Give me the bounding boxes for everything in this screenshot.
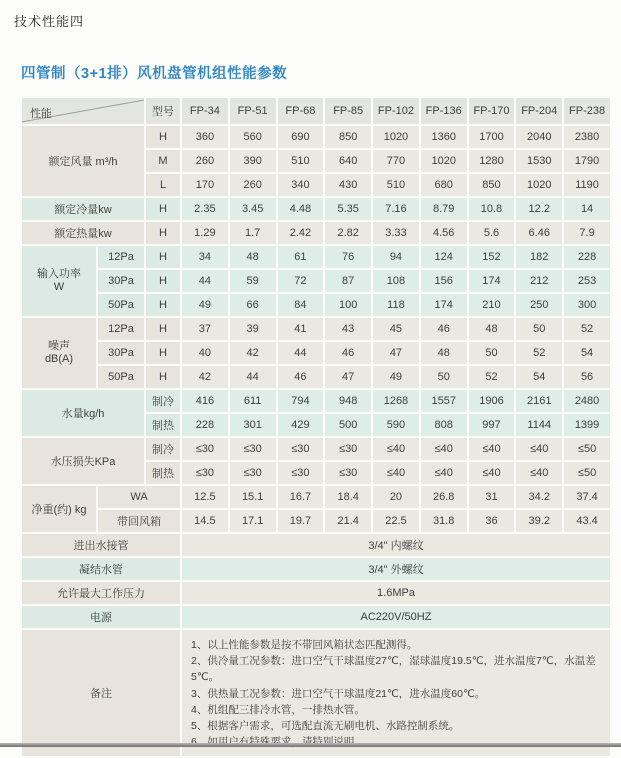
value-cell: 174	[421, 294, 467, 316]
value-cell: 14	[564, 198, 610, 220]
value-cell: 360	[182, 126, 228, 148]
section-label: 额定风量 m³/h	[22, 126, 144, 196]
value-cell: 1144	[516, 414, 562, 436]
doc-title: 技术性能四	[14, 14, 85, 29]
mode-label: H	[146, 246, 180, 268]
value-cell: 1360	[421, 126, 467, 148]
value-cell: ≤30	[325, 438, 371, 460]
value-cell: 50	[516, 318, 562, 340]
mode-label: H	[146, 342, 180, 364]
value-cell: 590	[373, 414, 419, 436]
value-cell: 430	[325, 174, 371, 196]
value-cell: 31	[469, 486, 515, 508]
value-cell: 39	[230, 318, 276, 340]
value-cell: 37	[182, 318, 228, 340]
table-row	[22, 222, 610, 244]
value-cell: 44	[182, 270, 228, 292]
value-cell: 46	[325, 342, 371, 364]
value-cell: 182	[516, 246, 562, 268]
value-cell: 48	[469, 318, 515, 340]
value-cell: 1530	[516, 150, 562, 172]
spec-table	[20, 96, 612, 758]
mode-label: H	[146, 294, 180, 316]
value-cell: 3.45	[230, 198, 276, 220]
table-row	[22, 366, 610, 388]
spec-row-label: 电源	[22, 606, 180, 628]
table-row	[22, 126, 610, 148]
sub-label: 30Pa	[98, 342, 144, 364]
value-cell: 118	[373, 294, 419, 316]
value-cell: ≤40	[421, 438, 467, 460]
value-cell: 124	[421, 246, 467, 268]
value-cell: 250	[516, 294, 562, 316]
value-cell: 1280	[469, 150, 515, 172]
value-cell: ≤30	[230, 438, 276, 460]
value-cell: 47	[373, 342, 419, 364]
value-cell: 1906	[469, 390, 515, 412]
value-cell: 34	[182, 246, 228, 268]
value-cell: 152	[469, 246, 515, 268]
value-cell: 156	[421, 270, 467, 292]
value-cell: ≤40	[421, 462, 467, 484]
page-bottom-edge	[0, 743, 621, 747]
model-header: FP-204	[516, 98, 562, 124]
value-cell: 108	[373, 270, 419, 292]
note-line: 4、机组配三排冷水管，一排热水管。	[191, 703, 365, 716]
value-cell: 2161	[516, 390, 562, 412]
value-cell: 2.82	[325, 222, 371, 244]
value-cell: 1020	[373, 126, 419, 148]
value-cell: 2480	[564, 390, 610, 412]
table-row	[22, 246, 610, 268]
note-line: 3、供热量工况参数：进口空气干球温度21℃，进水温度60℃。	[191, 687, 486, 700]
value-cell: 690	[278, 126, 324, 148]
value-cell: 808	[421, 414, 467, 436]
value-cell: 84	[278, 294, 324, 316]
value-cell: 56	[564, 366, 610, 388]
value-cell: 50	[421, 366, 467, 388]
value-cell: 10.8	[469, 198, 515, 220]
value-cell: 210	[469, 294, 515, 316]
value-cell: 47	[325, 366, 371, 388]
model-header: FP-238	[564, 98, 610, 124]
table-row	[22, 558, 610, 580]
value-cell: 22.5	[373, 510, 419, 532]
value-cell: 26.8	[421, 486, 467, 508]
value-cell: 39.2	[516, 510, 562, 532]
note-line: 5、根据客户需求，可选配直流无刷电机、水路控制系统。	[191, 720, 460, 733]
table-row	[22, 534, 610, 556]
value-cell: 49	[373, 366, 419, 388]
model-header: FP-136	[421, 98, 467, 124]
spec-table-grid	[20, 96, 612, 758]
mode-label: H	[146, 222, 180, 244]
value-cell: 61	[278, 246, 324, 268]
value-cell: ≤30	[230, 462, 276, 484]
value-cell: 43.4	[564, 510, 610, 532]
spec-row-value: 3/4" 外螺纹	[182, 558, 610, 580]
value-cell: 20	[373, 486, 419, 508]
value-cell: 50	[469, 342, 515, 364]
note-line: 2、供冷量工况参数：进口空气干球温度27℃，湿球温度19.5℃，进水温度7℃，水温差5℃。	[191, 655, 596, 684]
value-cell: ≤40	[516, 462, 562, 484]
value-cell: 340	[278, 174, 324, 196]
model-header: FP-68	[278, 98, 324, 124]
value-cell: 12.5	[182, 486, 228, 508]
table-row	[22, 486, 610, 508]
value-cell: 794	[278, 390, 324, 412]
value-cell: 850	[325, 126, 371, 148]
value-cell: 260	[230, 174, 276, 196]
sub-label: 30Pa	[98, 270, 144, 292]
value-cell: ≤30	[278, 438, 324, 460]
table-row	[22, 510, 610, 532]
value-cell: 46	[278, 366, 324, 388]
value-cell: 1190	[564, 174, 610, 196]
value-cell: 429	[278, 414, 324, 436]
mode-label: 制冷	[146, 390, 180, 412]
value-cell: 42	[182, 366, 228, 388]
value-cell: 850	[469, 174, 515, 196]
table-row	[22, 342, 610, 364]
value-cell: 52	[469, 366, 515, 388]
section-label: 水压损失KPa	[22, 438, 144, 484]
value-cell: 212	[516, 270, 562, 292]
note-line: 1、以上性能参数是按不带回风箱状态匹配测得。	[191, 639, 418, 651]
value-cell: 510	[373, 174, 419, 196]
value-cell: 300	[564, 294, 610, 316]
value-cell: 52	[516, 342, 562, 364]
value-cell: 2040	[516, 126, 562, 148]
value-cell: 1557	[421, 390, 467, 412]
value-cell: 66	[230, 294, 276, 316]
section-title: 四管制（3+1排）风机盘管机组性能参数	[21, 66, 288, 82]
value-cell: 72	[278, 270, 324, 292]
corner-cell	[22, 98, 144, 124]
mode-label: H	[146, 198, 180, 220]
value-cell: ≤40	[469, 438, 515, 460]
model-header: FP-102	[373, 98, 419, 124]
value-cell: 6.46	[516, 222, 562, 244]
value-cell: ≤30	[182, 438, 228, 460]
value-cell: 2380	[564, 126, 610, 148]
value-cell: 37.4	[564, 486, 610, 508]
spec-row-value: 3/4" 内螺纹	[182, 534, 610, 556]
value-cell: 43	[325, 318, 371, 340]
value-cell: 1020	[516, 174, 562, 196]
mode-label: 制热	[146, 414, 180, 436]
spec-row-label: 凝结水管	[22, 558, 180, 580]
value-cell: ≤30	[182, 462, 228, 484]
value-cell: 390	[230, 150, 276, 172]
model-header: FP-170	[469, 98, 515, 124]
value-cell: 1790	[564, 150, 610, 172]
value-cell: 500	[325, 414, 371, 436]
value-cell: 40	[182, 342, 228, 364]
value-cell: 42	[230, 342, 276, 364]
notes-content	[182, 630, 610, 756]
value-cell: 48	[421, 342, 467, 364]
value-cell: 59	[230, 270, 276, 292]
value-cell: 680	[421, 174, 467, 196]
value-cell: 770	[373, 150, 419, 172]
value-cell: 1700	[469, 126, 515, 148]
value-cell: 997	[469, 414, 515, 436]
value-cell: 48	[230, 246, 276, 268]
value-cell: 14.5	[182, 510, 228, 532]
value-cell: 170	[182, 174, 228, 196]
value-cell: 228	[564, 246, 610, 268]
value-cell: 76	[325, 246, 371, 268]
spec-row-label: 进出水接管	[22, 534, 180, 556]
spec-row-value: AC220V/50HZ	[182, 606, 610, 628]
value-cell: 2.42	[278, 222, 324, 244]
value-cell: 52	[564, 318, 610, 340]
value-cell: 44	[230, 366, 276, 388]
value-cell: 640	[325, 150, 371, 172]
value-cell: ≤30	[325, 462, 371, 484]
value-cell: 4.56	[421, 222, 467, 244]
value-cell: 54	[516, 366, 562, 388]
value-cell: 510	[278, 150, 324, 172]
mode-label: 制热	[146, 462, 180, 484]
value-cell: 1268	[373, 390, 419, 412]
value-cell: 46	[421, 318, 467, 340]
value-cell: 7.16	[373, 198, 419, 220]
section-label: 净重(约) kg	[22, 486, 96, 532]
table-row	[22, 318, 610, 340]
spec-row-label: 允许最大工作压力	[22, 582, 180, 604]
corner-label-performance: 性能	[30, 108, 52, 120]
value-cell: 948	[325, 390, 371, 412]
value-cell: 44	[278, 342, 324, 364]
spec-row-value: 1.6MPa	[182, 582, 610, 604]
value-cell: 1.29	[182, 222, 228, 244]
value-cell: 17.1	[230, 510, 276, 532]
table-row	[22, 270, 610, 292]
value-cell: ≤40	[373, 438, 419, 460]
value-cell: 5.6	[469, 222, 515, 244]
value-cell: 611	[230, 390, 276, 412]
value-cell: 2.35	[182, 198, 228, 220]
sub-label: 带回风箱	[98, 510, 180, 532]
value-cell: 174	[469, 270, 515, 292]
value-cell: 12.2	[516, 198, 562, 220]
mode-label: H	[146, 318, 180, 340]
value-cell: 560	[230, 126, 276, 148]
header-row	[22, 98, 610, 124]
value-cell: 8.79	[421, 198, 467, 220]
value-cell: 228	[182, 414, 228, 436]
value-cell: 1.7	[230, 222, 276, 244]
model-header: FP-85	[325, 98, 371, 124]
value-cell: ≤50	[564, 438, 610, 460]
value-cell: 34.2	[516, 486, 562, 508]
mode-label: H	[146, 270, 180, 292]
sub-label: 50Pa	[98, 366, 144, 388]
mode-label: M	[146, 150, 180, 172]
section-label: 噪声 dB(A)	[22, 318, 96, 388]
value-cell: 19.7	[278, 510, 324, 532]
value-cell: 7.9	[564, 222, 610, 244]
value-cell: 16.7	[278, 486, 324, 508]
value-cell: 54	[564, 342, 610, 364]
notes-row	[22, 630, 610, 756]
value-cell: 5.35	[325, 198, 371, 220]
value-cell: 1399	[564, 414, 610, 436]
table-row	[22, 582, 610, 604]
value-cell: ≤40	[469, 462, 515, 484]
section-label: 额定冷量kw	[22, 198, 144, 220]
sub-label: 12Pa	[98, 318, 144, 340]
value-cell: 41	[278, 318, 324, 340]
value-cell: ≤40	[516, 438, 562, 460]
mode-label: H	[146, 126, 180, 148]
table-row	[22, 390, 610, 412]
value-cell: 301	[230, 414, 276, 436]
value-cell: 87	[325, 270, 371, 292]
mode-label: 制冷	[146, 438, 180, 460]
value-cell: 260	[182, 150, 228, 172]
value-cell: 15.1	[230, 486, 276, 508]
mode-label: L	[146, 174, 180, 196]
model-header: FP-34	[182, 98, 228, 124]
value-cell: 1020	[421, 150, 467, 172]
model-header: FP-51	[230, 98, 276, 124]
section-label: 水量kg/h	[22, 390, 144, 436]
table-row	[22, 294, 610, 316]
value-cell: ≤30	[278, 462, 324, 484]
value-cell: 18.4	[325, 486, 371, 508]
value-cell: 21.4	[325, 510, 371, 532]
section-label: 输入功率 W	[22, 246, 96, 316]
value-cell: ≤40	[373, 462, 419, 484]
mode-label: H	[146, 366, 180, 388]
table-row	[22, 606, 610, 628]
value-cell: 416	[182, 390, 228, 412]
sub-label: 12Pa	[98, 246, 144, 268]
value-cell: 31.8	[421, 510, 467, 532]
value-cell: 100	[325, 294, 371, 316]
sub-label: WA	[98, 486, 180, 508]
value-cell: 3.33	[373, 222, 419, 244]
value-cell: 45	[373, 318, 419, 340]
value-cell: 36	[469, 510, 515, 532]
table-row	[22, 198, 610, 220]
table-row	[22, 438, 610, 460]
notes-label: 备注	[22, 630, 180, 756]
value-cell: 4.48	[278, 198, 324, 220]
value-cell: 49	[182, 294, 228, 316]
corner-label-model: 型号	[146, 98, 180, 124]
value-cell: 94	[373, 246, 419, 268]
section-label: 额定热量kw	[22, 222, 144, 244]
sub-label: 50Pa	[98, 294, 144, 316]
value-cell: 253	[564, 270, 610, 292]
value-cell: ≤50	[564, 462, 610, 484]
